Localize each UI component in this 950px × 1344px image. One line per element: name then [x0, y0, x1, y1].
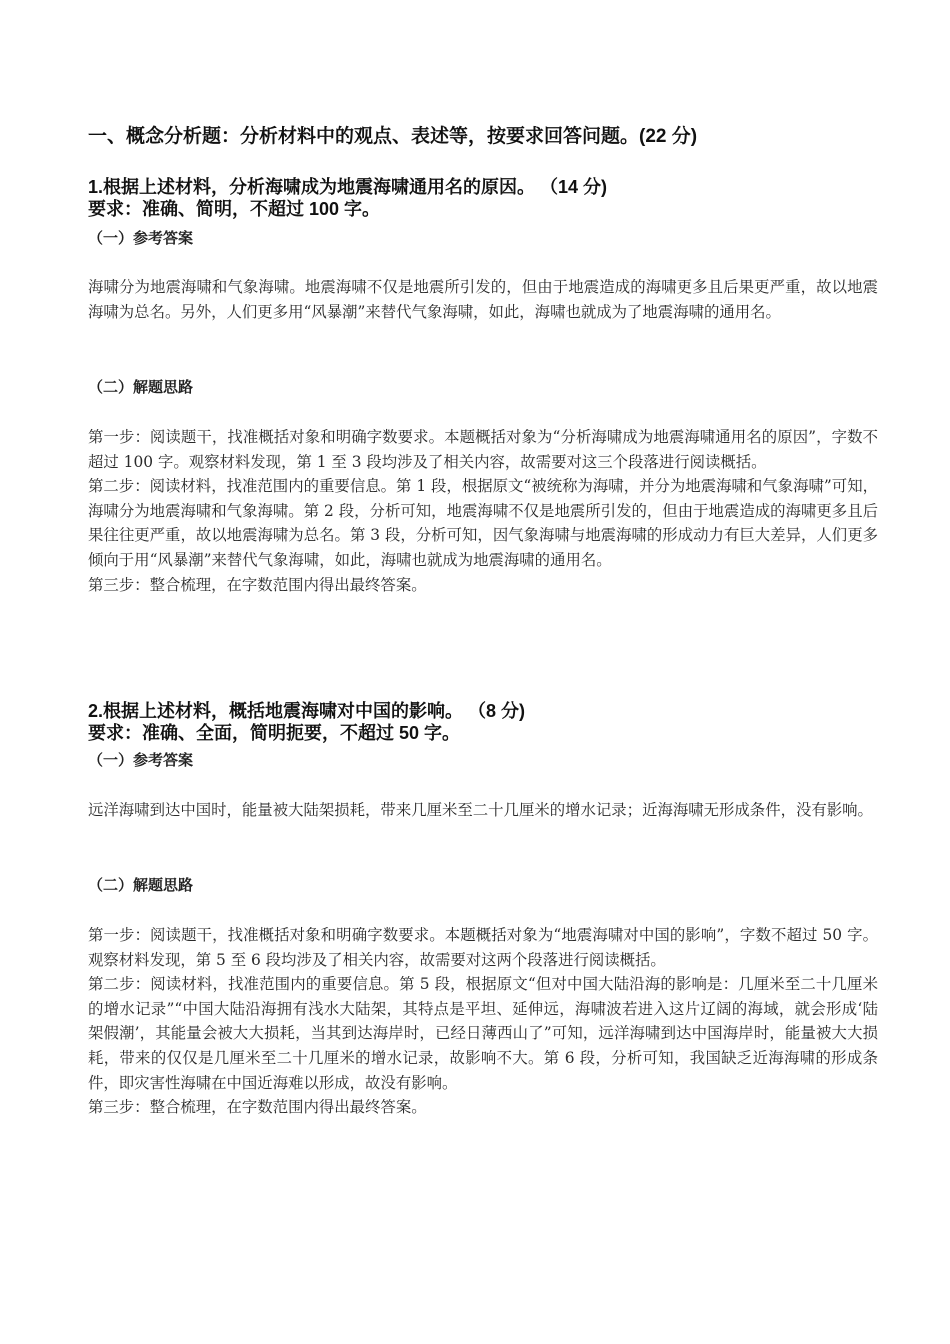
- question-2-analysis-heading: （二）解题思路: [88, 876, 194, 894]
- question-1-title: 1.根据上述材料，分析海啸成为地震海啸通用名的原因。 （14 分): [88, 177, 608, 197]
- question-1-header: [88, 176, 888, 220]
- question-2-step-3: 第三步：整合梳理，在字数范围内得出最终答案。: [88, 1098, 427, 1117]
- question-1-answer-text: 海啸分为地震海啸和气象海啸。地震海啸不仅是地震所引发的，但由于地震造成的海啸更多且后果更严重，故以地震海啸为总名。另外，人们更多用“风暴潮”来替代气象海啸，如此，海啸也就成为了地震海啸的通用名。: [88, 278, 878, 321]
- section-title: 一、概念分析题：分析材料中的观点、表述等，按要求回答问题。(22 分): [88, 126, 698, 147]
- question-2-answer: [88, 798, 878, 823]
- question-2-answer-heading: （一）参考答案: [88, 751, 194, 769]
- question-1-analysis: [88, 425, 878, 597]
- question-2-requirement: 要求：准确、全面，简明扼要，不超过 50 字。: [88, 723, 461, 743]
- question-1-answer-heading: （一）参考答案: [88, 229, 194, 247]
- question-2-step-1: 第一步：阅读题干，找准概括对象和明确字数要求。本题概括对象为“地震海啸对中国的影响”，字数不超过 50 字。观察材料发现，第 5 至 6 段均涉及了相关内容，故需要对这两个段落进行阅读概括。: [88, 926, 878, 969]
- question-1-analysis-heading: （二）解题思路: [88, 378, 194, 396]
- question-2-step-2: 第二步：阅读材料，找准范围内的重要信息。第 5 段，根据原文“但对中国大陆沿海的影响是：几厘米至二十几厘米的增水记录”“中国大陆沿海拥有浅水大陆架，其特点是平坦、延伸远，海啸波若进入这片辽阔的海域，就会形成‘陆架假潮’，其能量会被大大损耗，当其到达海岸时，已经日薄西山了”可知，远洋海啸到达中国海岸时，能量被大大损耗，带来的仅仅是几厘米至二十几厘米的增水记录，故影响不大。第 6 段，分析可知，我国缺乏近海海啸的形成条件，即灾害性海啸在中国近海难以形成，故没有影响。: [88, 975, 878, 1092]
- question-1-step-1: 第一步：阅读题干，找准概括对象和明确字数要求。本题概括对象为“分析海啸成为地震海啸通用名的原因”，字数不超过 100 字。观察材料发现，第 1 至 3 段均涉及了相关内容，故需要对这三个段落进行阅读概括。: [88, 428, 878, 471]
- question-2-analysis: [88, 923, 878, 1120]
- question-2-answer-text: 远洋海啸到达中国时，能量被大陆架损耗，带来几厘米至二十几厘米的增水记录；近海海啸无形成条件，没有影响。: [88, 801, 873, 819]
- question-1-step-3: 第三步：整合梳理，在字数范围内得出最终答案。: [88, 575, 427, 594]
- question-1-answer: [88, 275, 878, 324]
- question-2-header: [88, 700, 888, 744]
- question-1-step-2: 第二步：阅读材料，找准范围内的重要信息。第 1 段，根据原文“被统称为海啸，并分为地震海啸和气象海啸”可知，海啸分为地震海啸和气象海啸。第 2 段，分析可知，地震海啸不仅是地震所引发的，但由于地震造成的海啸更多且后果往往更严重，故以地震海啸为总名。第 3 段，分析可知，因气象海啸与地震海啸的形成动力有巨大差异，人们更多倾向于用“风暴潮”来替代气象海啸，如此，海啸也就成为地震海啸的通用名。: [88, 477, 878, 569]
- question-1-requirement: 要求：准确、简明，不超过 100 字。: [88, 199, 381, 219]
- question-2-title: 2.根据上述材料，概括地震海啸对中国的影响。 （8 分): [88, 701, 526, 721]
